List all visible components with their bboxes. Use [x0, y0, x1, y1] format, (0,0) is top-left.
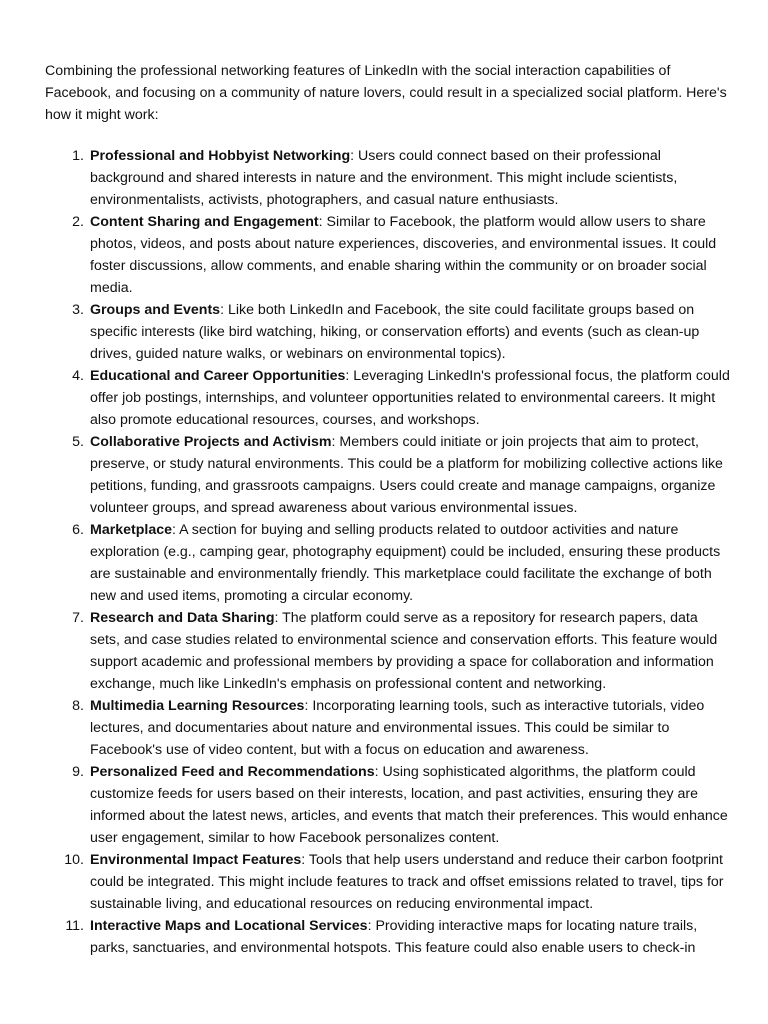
list-item — [45, 695, 730, 761]
feature-list — [45, 145, 730, 959]
item-text: : Leveraging LinkedIn's professional focus, the platform could offer job postings, internships, and volunteer opportunities related to environmental careers. It might also promote educational resources, courses, and workshops. — [90, 368, 730, 428]
item-text: : Users could connect based on their professional background and shared interests in nature and the environment. This might include scientists, environmentalists, activists, photographers, and casual nature enthusiasts. — [90, 148, 678, 208]
item-text: : Using sophisticated algorithms, the platform could customize feeds for users based on their interests, location, and past activities, ensuring they are informed about the latest news, articles, and events that match their preferences. This would enhance user engagement, similar to how Facebook personalizes content. — [90, 764, 728, 846]
item-text: : A section for buying and selling products related to outdoor activities and nature exploration (e.g., camping gear, photography equipment) could be included, ensuring these products are sustainable and environmentally friendly. This marketplace could facilitate the exchange of both new and used items, promoting a circular economy. — [90, 522, 721, 604]
item-text: : Members could initiate or join projects that aim to protect, preserve, or study natural environments. This could be a platform for mobilizing collective actions like petitions, funding, and grassroots campaigns. Users could create and manage campaigns, organize volunteer groups, and spread awareness about various environmental issues. — [90, 434, 723, 516]
item-text: : Similar to Facebook, the platform would allow users to share photos, videos, and posts about nature experiences, discoveries, and environmental issues. It could foster discussions, allow comments, and enable sharing within the community or on broader social media. — [90, 214, 717, 296]
item-number: 6. — [72, 522, 84, 538]
list-item — [45, 607, 730, 695]
item-term: Educational and Career Opportunities — [90, 368, 346, 384]
item-term: Groups and Events — [90, 302, 221, 318]
item-term: Marketplace — [90, 522, 173, 538]
list-item — [45, 761, 730, 849]
item-term: Collaborative Projects and Activism — [90, 434, 332, 450]
item-term: Multimedia Learning Resources — [90, 698, 305, 714]
item-term: Professional and Hobbyist Networking — [90, 148, 351, 164]
list-item — [45, 365, 730, 431]
item-number: 5. — [72, 434, 84, 450]
item-number: 9. — [72, 764, 84, 780]
item-number: 7. — [72, 610, 84, 626]
item-text: : Incorporating learning tools, such as interactive tutorials, video lectures, and documentaries about nature and environmental issues. This could be similar to Facebook's use of video content, but with a focus on education and awareness. — [90, 698, 705, 758]
item-term: Content Sharing and Engagement — [90, 214, 319, 230]
item-term: Personalized Feed and Recommendations — [90, 764, 375, 780]
item-number: 10. — [64, 852, 84, 868]
item-text: : Like both LinkedIn and Facebook, the site could facilitate groups based on specific interests (like bird watching, hiking, or conservation efforts) and events (such as clean-up drives, guided nature walks, or webinars on environmental topics). — [90, 302, 700, 362]
item-number: 11. — [65, 918, 84, 934]
list-item — [45, 849, 730, 915]
list-item — [45, 145, 730, 211]
item-text: : The platform could serve as a repository for research papers, data sets, and case studies related to environmental science and conservation efforts. This feature would support academic and professional members by providing a space for collaboration and information exchange, much like LinkedIn's emphasis on professional content and networking. — [90, 610, 718, 692]
list-item — [45, 519, 730, 607]
item-term: Environmental Impact Features — [90, 852, 302, 868]
list-item — [45, 431, 730, 519]
document-page — [45, 60, 730, 959]
intro-paragraph: Combining the professional networking features of LinkedIn with the social interaction capabilities of Facebook, and focusing on a community of nature lovers, could result in a specialized social platform. Here's how it might work: — [45, 63, 727, 123]
item-term: Research and Data Sharing — [90, 610, 275, 626]
item-number: 3. — [72, 302, 84, 318]
item-number: 1. — [72, 148, 84, 164]
item-number: 2. — [72, 214, 84, 230]
item-text: : Providing interactive maps for locating nature trails, parks, sanctuaries, and environmental hotspots. This feature could also enable users to check-in — [90, 918, 698, 956]
list-item — [45, 915, 730, 959]
list-item — [45, 211, 730, 299]
item-number: 4. — [72, 368, 84, 384]
item-number: 8. — [72, 698, 84, 714]
item-text: : Tools that help users understand and reduce their carbon footprint could be integrated. This might include features to track and offset emissions related to travel, tips for sustainable living, and educational resources on reducing environmental impact. — [90, 852, 724, 912]
item-term: Interactive Maps and Locational Services — [90, 918, 368, 934]
list-item — [45, 299, 730, 365]
